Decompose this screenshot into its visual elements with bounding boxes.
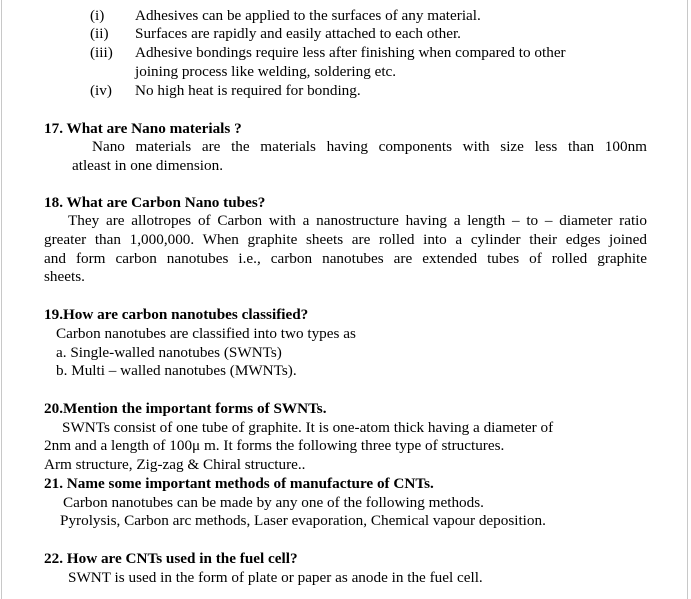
- answer-line: b. Multi – walled nanotubes (MWNTs).: [56, 362, 297, 379]
- list-item: Surfaces are rapidly and easily attached to each other.: [135, 25, 461, 42]
- answer-line: Pyrolysis, Carbon arc methods, Laser evaporation, Chemical vapour deposition.: [60, 512, 546, 529]
- answer-line: SWNT is used in the form of plate or paper as anode in the fuel cell.: [68, 569, 483, 586]
- list-item: No high heat is required for bonding.: [135, 82, 361, 99]
- list-item-continuation: joining process like welding, soldering etc.: [135, 63, 397, 80]
- answer-line: sheets.: [44, 268, 85, 285]
- answer-line: They are allotropes of Carbon with a nanostructure having a length – to – diameter ratio: [68, 212, 647, 229]
- answer-line: Carbon nanotubes are classified into two types as: [56, 325, 356, 342]
- question-title: 17. What are Nano materials ?: [44, 120, 242, 137]
- answer-line: Nano materials are the materials having components with size less than 100nm: [92, 138, 647, 155]
- answer-line: SWNTs consist of one tube of graphite. It is one-atom thick having a diameter of: [62, 419, 554, 436]
- question-title: 18. What are Carbon Nano tubes?: [44, 194, 266, 211]
- page-border-left: [1, 0, 2, 599]
- list-number: (ii): [90, 25, 109, 42]
- answer-line: atleast in one dimension.: [72, 157, 223, 174]
- list-item: Adhesive bondings require less after finishing when compared to other: [135, 44, 566, 61]
- answer-line: a. Single-walled nanotubes (SWNTs): [56, 344, 282, 361]
- list-number: (iii): [90, 44, 113, 61]
- question-title: 22. How are CNTs used in the fuel cell?: [44, 550, 298, 567]
- list-number: (iv): [90, 82, 112, 99]
- question-title: 21. Name some important methods of manufacture of CNTs.: [44, 475, 434, 492]
- answer-line: Carbon nanotubes can be made by any one of the following methods.: [63, 494, 484, 511]
- list-item: Adhesives can be applied to the surfaces of any material.: [135, 7, 481, 24]
- question-title: 20.Mention the important forms of SWNTs.: [44, 400, 327, 417]
- answer-line: 2nm and a length of 100μ m. It forms the following three type of structures.: [44, 437, 505, 454]
- answer-line: and form carbon nanotubes i.e., carbon nanotubes are extended tubes of rolled graphite: [44, 250, 647, 267]
- answer-line: greater than 1,000,000. When graphite sheets are rolled into a cylinder their edges joined: [44, 231, 647, 248]
- answer-line: Arm structure, Zig-zag & Chiral structure..: [44, 456, 306, 473]
- question-title: 19.How are carbon nanotubes classified?: [44, 306, 309, 323]
- page-border-right: [687, 0, 688, 599]
- list-number: (i): [90, 7, 105, 24]
